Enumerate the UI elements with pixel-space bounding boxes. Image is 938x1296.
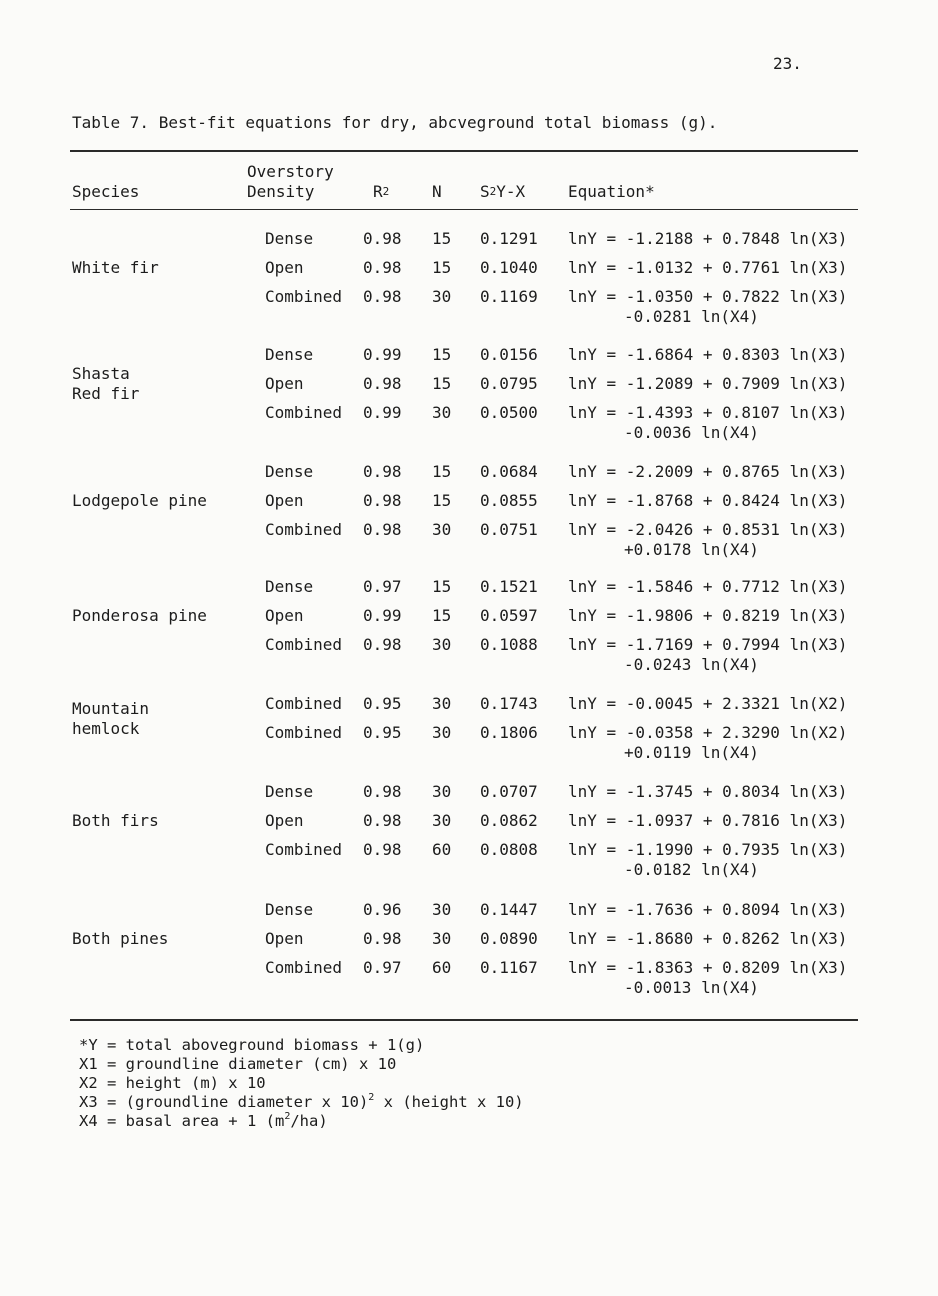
s2-cell: 0.0808: [480, 840, 538, 859]
equation-line-1: lnY = -1.8680 + 0.8262 ln(X3): [568, 929, 848, 948]
s2-cell: 0.0855: [480, 491, 538, 510]
equation-cell: [568, 958, 847, 998]
n-cell: 15: [432, 462, 452, 481]
header-density-line2: Density: [247, 182, 315, 201]
density-cell: Dense: [265, 462, 314, 481]
n-cell: 30: [432, 403, 452, 422]
equation-line-1: lnY = -1.0350 + 0.7822 ln(X3): [568, 287, 848, 306]
s2-cell: 0.0795: [480, 374, 538, 393]
n-cell: 30: [432, 900, 452, 919]
s2-cell: 0.0500: [480, 403, 538, 422]
equation-line-1: lnY = -1.6864 + 0.8303 ln(X3): [568, 345, 848, 364]
header-s2-pre: S: [480, 182, 490, 201]
equation-line-1: lnY = -1.2089 + 0.7909 ln(X3): [568, 374, 848, 393]
species-label-line: Red fir: [72, 384, 140, 403]
r2-cell: 0.99: [363, 345, 402, 364]
equation-cell: [568, 287, 847, 327]
density-cell: Combined: [265, 403, 343, 422]
equation-cell: [568, 374, 847, 394]
r2-cell: 0.98: [363, 811, 402, 830]
equation-line-1: lnY = -1.5846 + 0.7712 ln(X3): [568, 577, 848, 596]
species-label-line: Shasta: [72, 364, 130, 383]
n-cell: 60: [432, 958, 452, 977]
equation-line-1: lnY = -0.0045 + 2.3321 ln(X2): [568, 694, 848, 713]
header-bottom-rule: [70, 209, 858, 210]
footnote-x4-sup: 2: [284, 1110, 291, 1122]
density-cell: Combined: [265, 694, 343, 713]
r2-cell: 0.98: [363, 229, 402, 248]
r2-cell: 0.98: [363, 287, 402, 306]
species-label: [72, 491, 252, 511]
species-label: [72, 699, 252, 739]
equation-line-2: -0.0036 ln(X4): [624, 423, 759, 442]
equation-line-1: lnY = -2.0426 + 0.8531 ln(X3): [568, 520, 848, 539]
species-label-line: Both pines: [72, 929, 169, 948]
equation-cell: [568, 811, 847, 831]
equation-cell: [568, 606, 847, 626]
footnote-x3-pre: X3 = (groundline diameter x 10): [79, 1093, 369, 1111]
n-cell: 30: [432, 635, 452, 654]
density-cell: Combined: [265, 287, 343, 306]
footnote-x4-pre: X4 = basal area + 1 (m: [79, 1112, 285, 1130]
equation-line-1: lnY = -1.8363 + 0.8209 ln(X3): [568, 958, 848, 977]
footnote-x4-post: /ha): [290, 1112, 328, 1130]
s2-cell: 0.1806: [480, 723, 538, 742]
equation-line-2: +0.0178 ln(X4): [624, 540, 759, 559]
density-cell: Dense: [265, 782, 314, 801]
n-cell: 30: [432, 782, 452, 801]
n-cell: 30: [432, 811, 452, 830]
r2-cell: 0.98: [363, 491, 402, 510]
r2-cell: 0.96: [363, 900, 402, 919]
equation-line-1: lnY = -1.4393 + 0.8107 ln(X3): [568, 403, 848, 422]
equation-line-1: lnY = -1.8768 + 0.8424 ln(X3): [568, 491, 848, 510]
n-cell: 15: [432, 345, 452, 364]
species-label-line: White fir: [72, 258, 159, 277]
density-cell: Dense: [265, 345, 314, 364]
equation-line-2: -0.0013 ln(X4): [624, 978, 759, 997]
s2-cell: 0.1521: [480, 577, 538, 596]
n-cell: 15: [432, 491, 452, 510]
header-r2: [373, 182, 389, 202]
r2-cell: 0.95: [363, 694, 402, 713]
density-cell: Open: [265, 491, 304, 510]
footnote-y: *Y = total aboveground biomass + 1(g): [79, 1036, 425, 1054]
equation-cell: [568, 635, 847, 675]
s2-cell: 0.1040: [480, 258, 538, 277]
density-cell: Combined: [265, 723, 343, 742]
footnote-x4: [79, 1112, 524, 1131]
density-cell: Combined: [265, 635, 343, 654]
n-cell: 15: [432, 258, 452, 277]
s2-cell: 0.0597: [480, 606, 538, 625]
n-cell: 30: [432, 287, 452, 306]
equation-cell: [568, 900, 847, 920]
page-number: 23.: [773, 54, 802, 73]
header-equation: Equation*: [568, 182, 655, 201]
header-s2-sup: 2: [489, 185, 497, 198]
equation-line-1: lnY = -1.3745 + 0.8034 ln(X3): [568, 782, 848, 801]
n-cell: 30: [432, 694, 452, 713]
r2-cell: 0.97: [363, 577, 402, 596]
equation-line-2: -0.0281 ln(X4): [624, 307, 759, 326]
species-label: [72, 606, 252, 626]
r2-cell: 0.98: [363, 929, 402, 948]
header-r2-base: R: [373, 182, 383, 201]
density-cell: Dense: [265, 900, 314, 919]
species-label-line: Ponderosa pine: [72, 606, 207, 625]
species-label: [72, 929, 252, 949]
s2-cell: 0.1167: [480, 958, 538, 977]
header-s2yx: [480, 182, 525, 202]
footnote-x3-sup: 2: [368, 1091, 375, 1103]
species-label-line: Lodgepole pine: [72, 491, 207, 510]
s2-cell: 0.0751: [480, 520, 538, 539]
equation-cell: [568, 345, 847, 365]
n-cell: 15: [432, 229, 452, 248]
density-cell: Open: [265, 929, 304, 948]
r2-cell: 0.98: [363, 520, 402, 539]
equation-line-1: lnY = -1.7636 + 0.8094 ln(X3): [568, 900, 848, 919]
equation-line-1: lnY = -0.0358 + 2.3290 ln(X2): [568, 723, 848, 742]
equation-cell: [568, 929, 847, 949]
table-bottom-rule: [70, 1019, 858, 1021]
n-cell: 30: [432, 929, 452, 948]
s2-cell: 0.1447: [480, 900, 538, 919]
density-cell: Dense: [265, 229, 314, 248]
species-label-line: Mountain: [72, 699, 150, 718]
footnote-x1: X1 = groundline diameter (cm) x 10: [79, 1055, 397, 1073]
r2-cell: 0.98: [363, 782, 402, 801]
equation-line-1: lnY = -1.9806 + 0.8219 ln(X3): [568, 606, 848, 625]
species-label-line: hemlock: [72, 719, 140, 738]
species-label: [72, 364, 252, 404]
r2-cell: 0.99: [363, 606, 402, 625]
density-cell: Open: [265, 258, 304, 277]
equation-cell: [568, 258, 847, 278]
s2-cell: 0.1088: [480, 635, 538, 654]
s2-cell: 0.0156: [480, 345, 538, 364]
species-label-line: Both firs: [72, 811, 159, 830]
density-cell: Open: [265, 811, 304, 830]
r2-cell: 0.98: [363, 462, 402, 481]
equation-cell: [568, 782, 847, 802]
header-density-line1: Overstory: [247, 162, 334, 181]
s2-cell: 0.0862: [480, 811, 538, 830]
equation-line-1: lnY = -1.2188 + 0.7848 ln(X3): [568, 229, 848, 248]
r2-cell: 0.95: [363, 723, 402, 742]
footnotes: [79, 1036, 524, 1131]
density-cell: Open: [265, 606, 304, 625]
density-cell: Open: [265, 374, 304, 393]
s2-cell: 0.0890: [480, 929, 538, 948]
header-n: N: [432, 182, 442, 201]
table-caption: Table 7. Best-fit equations for dry, abcveground total biomass (g).: [72, 113, 718, 132]
header-s2-post: Y-X: [496, 182, 526, 201]
r2-cell: 0.98: [363, 840, 402, 859]
equation-cell: [568, 577, 847, 597]
density-cell: Combined: [265, 958, 343, 977]
equation-line-1: lnY = -1.0937 + 0.7816 ln(X3): [568, 811, 848, 830]
r2-cell: 0.99: [363, 403, 402, 422]
s2-cell: 0.1169: [480, 287, 538, 306]
equation-line-1: lnY = -1.1990 + 0.7935 ln(X3): [568, 840, 848, 859]
equation-cell: [568, 491, 847, 511]
equation-line-2: -0.0243 ln(X4): [624, 655, 759, 674]
equation-line-2: +0.0119 ln(X4): [624, 743, 759, 762]
footnote-x2: X2 = height (m) x 10: [79, 1074, 266, 1092]
footnote-x3: [79, 1093, 524, 1112]
header-r2-sup: 2: [382, 185, 390, 198]
s2-cell: 0.1743: [480, 694, 538, 713]
n-cell: 15: [432, 374, 452, 393]
header-density: [247, 162, 334, 202]
equation-cell: [568, 403, 847, 443]
r2-cell: 0.98: [363, 374, 402, 393]
s2-cell: 0.1291: [480, 229, 538, 248]
equation-cell: [568, 462, 847, 482]
r2-cell: 0.98: [363, 258, 402, 277]
n-cell: 30: [432, 723, 452, 742]
equation-cell: [568, 723, 847, 763]
equation-line-1: lnY = -1.7169 + 0.7994 ln(X3): [568, 635, 848, 654]
equation-line-1: lnY = -2.2009 + 0.8765 ln(X3): [568, 462, 848, 481]
equation-cell: [568, 694, 847, 714]
equation-cell: [568, 520, 847, 560]
species-label: [72, 258, 252, 278]
equation-line-1: lnY = -1.0132 + 0.7761 ln(X3): [568, 258, 848, 277]
table-top-rule: [70, 150, 858, 152]
s2-cell: 0.0707: [480, 782, 538, 801]
footnote-x3-post: x (height x 10): [374, 1093, 524, 1111]
r2-cell: 0.98: [363, 635, 402, 654]
header-species: Species: [72, 182, 140, 201]
density-cell: Dense: [265, 577, 314, 596]
n-cell: 15: [432, 606, 452, 625]
density-cell: Combined: [265, 520, 343, 539]
n-cell: 30: [432, 520, 452, 539]
n-cell: 15: [432, 577, 452, 596]
r2-cell: 0.97: [363, 958, 402, 977]
equation-cell: [568, 229, 847, 249]
n-cell: 60: [432, 840, 452, 859]
density-cell: Combined: [265, 840, 343, 859]
equation-line-2: -0.0182 ln(X4): [624, 860, 759, 879]
s2-cell: 0.0684: [480, 462, 538, 481]
species-label: [72, 811, 252, 831]
equation-cell: [568, 840, 847, 880]
